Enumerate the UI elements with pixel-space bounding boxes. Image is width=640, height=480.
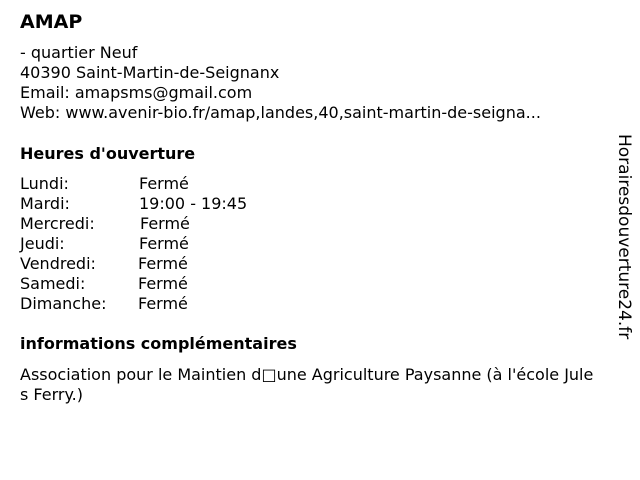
additional-info-heading: informations complémentaires — [20, 334, 297, 353]
day-label: Jeudi: — [20, 234, 65, 253]
day-hours: Fermé — [138, 254, 188, 273]
opening-hours-heading: Heures d'ouverture — [20, 144, 196, 163]
email-line — [20, 83, 541, 103]
web-label: Web: — [20, 103, 61, 122]
day-hours: Fermé — [138, 274, 188, 293]
day-label: Mercredi: — [20, 214, 95, 233]
day-label: Mardi: — [20, 194, 70, 213]
additional-info-text: Association pour le Maintien d□une Agriculture Paysanne (à l'école Jules Ferry.) — [20, 365, 594, 404]
address-line-2: 40390 Saint-Martin-de-Seignanx — [20, 63, 280, 82]
day-hours: 19:00 - 19:45 — [139, 194, 248, 213]
address-line-1: - quartier Neuf — [20, 43, 138, 62]
day-hours: Fermé — [139, 174, 189, 193]
email-label: Email: — [20, 83, 70, 102]
web-line — [20, 103, 541, 123]
email-address: amapsms@gmail.com — [74, 83, 253, 102]
day-label: Vendredi: — [20, 254, 96, 273]
day-hours: Fermé — [138, 294, 188, 313]
contact-block — [20, 43, 541, 123]
day-hours: Fermé — [140, 214, 190, 233]
day-label: Dimanche: — [20, 294, 107, 313]
day-label: Samedi: — [20, 274, 86, 293]
business-name: AMAP — [20, 11, 83, 33]
site-watermark: Horairesdouverture24.fr — [614, 134, 634, 340]
web-address: www.avenir-bio.fr/amap,landes,40,saint-martin-de-seigna... — [65, 103, 541, 122]
day-hours: Fermé — [139, 234, 189, 253]
day-label: Lundi: — [20, 174, 69, 193]
